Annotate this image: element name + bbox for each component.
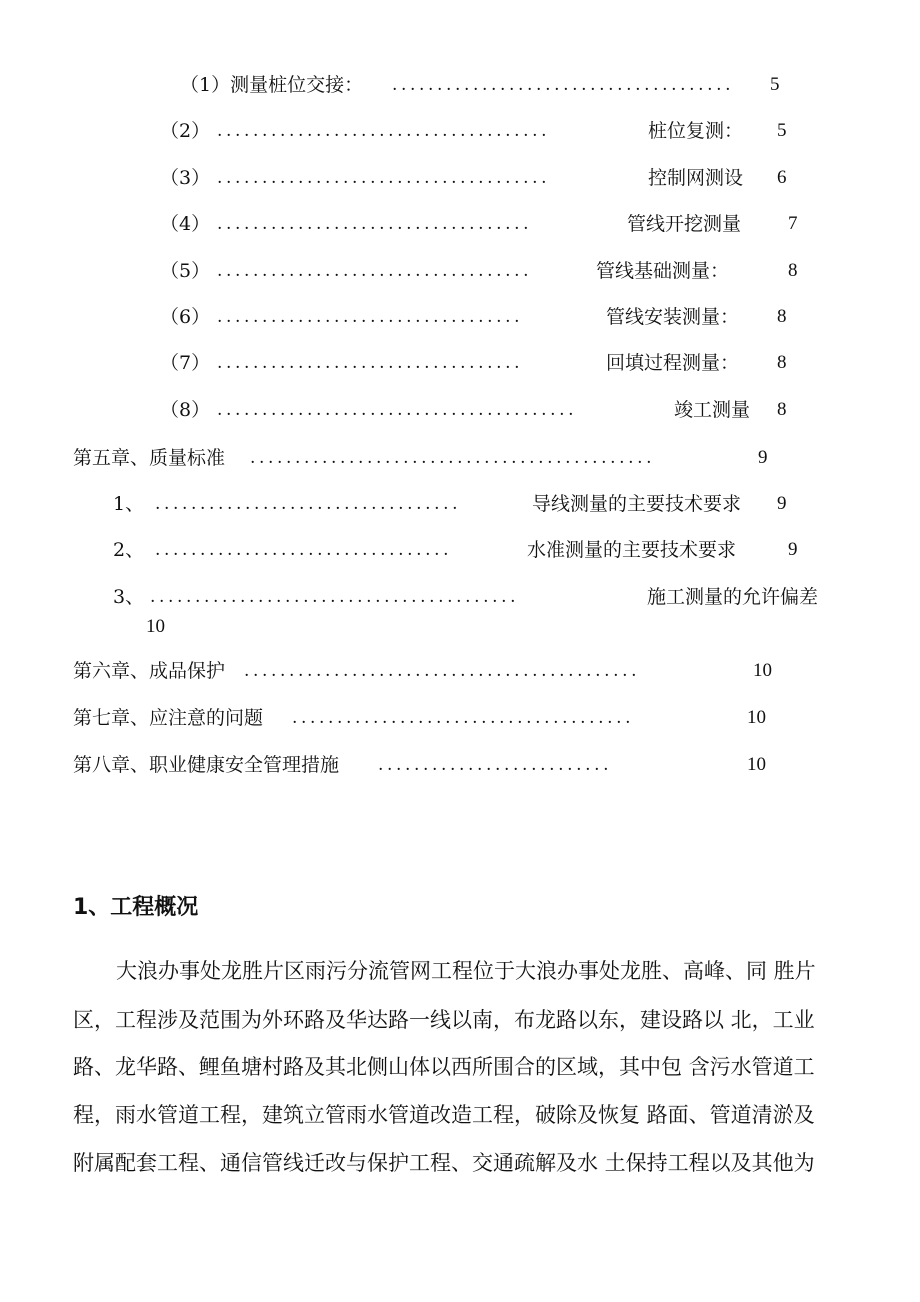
toc-leader-dots: .................................: [155, 540, 453, 560]
toc-entry[interactable]: [0, 582, 920, 612]
toc-chapter-entry[interactable]: [0, 750, 920, 780]
toc-entry-page: 5: [777, 120, 787, 141]
toc-leader-dots: .........................................: [150, 587, 520, 607]
toc-entry-number: 1、: [113, 493, 145, 515]
toc-leader-dots: ...................................: [217, 214, 533, 234]
toc-entry[interactable]: [0, 116, 920, 146]
toc-leader-dots: ..................................: [217, 353, 524, 373]
toc-entry-label: 第八章、职业健康安全管理措施: [73, 754, 340, 776]
toc-entry-page: 9: [777, 493, 787, 514]
toc-leader-dots: .............................................: [250, 448, 656, 468]
toc-entry-page: 10: [146, 616, 165, 637]
toc-leader-dots: ............................................: [244, 661, 641, 681]
paragraph-line: 附属配套工程、通信管线迁改与保护工程、交通疏解及水 土保持工程以及其他为: [73, 1151, 815, 1175]
toc-chapter-entry[interactable]: [0, 443, 920, 473]
toc-entry-page-wrapped: [0, 612, 920, 642]
toc-entry-page: 9: [788, 539, 798, 560]
toc-entry-label: 回填过程测量：: [606, 352, 740, 374]
toc-entry-page: 10: [753, 660, 772, 681]
toc-leader-dots: ......................................: [392, 75, 735, 95]
toc-entry-label: 第五章、质量标准: [73, 447, 226, 469]
toc-leader-dots: ..........................: [378, 755, 613, 775]
toc-entry[interactable]: [0, 70, 920, 100]
toc-entry-label: 水准测量的主要技术要求: [527, 539, 737, 561]
toc-entry-page: 10: [747, 754, 766, 775]
toc-entry-label: （1）测量桩位交接：: [180, 74, 364, 96]
toc-entry-page: 8: [788, 260, 798, 281]
toc-entry-label: 第六章、成品保护: [73, 660, 226, 682]
toc-entry-number: 2、: [113, 539, 145, 561]
toc-entry-page: 8: [777, 306, 787, 327]
toc-chapter-entry[interactable]: [0, 703, 920, 733]
toc-entry-number: （4）: [160, 213, 211, 235]
toc-entry-page: 6: [777, 167, 787, 188]
section-heading: 1、工程概况: [73, 895, 199, 920]
toc-entry-label: 导线测量的主要技术要求: [532, 493, 742, 515]
toc-entry-number: （3）: [160, 167, 211, 189]
toc-entry-label: 桩位复测：: [648, 120, 744, 142]
toc-leader-dots: ..................................: [155, 494, 462, 514]
toc-entry-number: （5）: [160, 260, 211, 282]
toc-entry[interactable]: [0, 348, 920, 378]
toc-entry-label: 管线安装测量：: [606, 306, 740, 328]
toc-entry[interactable]: [0, 489, 920, 519]
paragraph-line: 区，工程涉及范围为外环路及华达路一线以南，布龙路以东，建设路以 北，工业: [73, 1008, 815, 1032]
toc-leader-dots: .....................................: [217, 121, 551, 141]
toc-entry-page: 9: [758, 447, 768, 468]
toc-entry-number: （8）: [160, 399, 211, 421]
toc-entry[interactable]: [0, 395, 920, 425]
toc-entry-label: 管线开挖测量: [627, 213, 742, 235]
toc-leader-dots: ........................................: [217, 400, 578, 420]
toc-entry-number: （6）: [160, 306, 211, 328]
toc-entry[interactable]: [0, 302, 920, 332]
toc-leader-dots: ......................................: [292, 708, 635, 728]
toc-leader-dots: .....................................: [217, 168, 551, 188]
toc-entry[interactable]: [0, 256, 920, 286]
toc-entry-label: 竣工测量: [674, 399, 751, 421]
paragraph-line: 程，雨水管道工程，建筑立管雨水管道改造工程，破除及恢复 路面、管道清淤及: [73, 1103, 815, 1127]
paragraph-line: 路、龙华路、鲤鱼塘村路及其北侧山体以西所围合的区域，其中包 含污水管道工: [73, 1055, 815, 1079]
toc-entry-number: （2）: [160, 120, 211, 142]
toc-entry-label: 施工测量的允许偏差: [647, 586, 819, 608]
toc-entry-page: 7: [788, 213, 798, 234]
toc-entry[interactable]: [0, 535, 920, 565]
toc-leader-dots: ..................................: [217, 307, 524, 327]
toc-entry-page: 10: [747, 707, 766, 728]
toc-entry[interactable]: [0, 163, 920, 193]
toc-entry-label: 控制网测设: [648, 167, 744, 189]
toc-entry-number: 3、: [113, 586, 145, 608]
toc-entry-number: （7）: [160, 352, 211, 374]
toc-chapter-entry[interactable]: [0, 656, 920, 686]
toc-entry-label: 管线基础测量：: [596, 260, 730, 282]
toc-entry-page: 8: [777, 399, 787, 420]
toc-leader-dots: ...................................: [217, 261, 533, 281]
toc-entry-page: 8: [777, 352, 787, 373]
paragraph-line: 大浪办事处龙胜片区雨污分流管网工程位于大浪办事处龙胜、高峰、同 胜片: [116, 959, 816, 983]
toc-entry-page: 5: [770, 74, 780, 95]
toc-entry[interactable]: [0, 209, 920, 239]
toc-entry-label: 第七章、应注意的问题: [73, 707, 264, 729]
